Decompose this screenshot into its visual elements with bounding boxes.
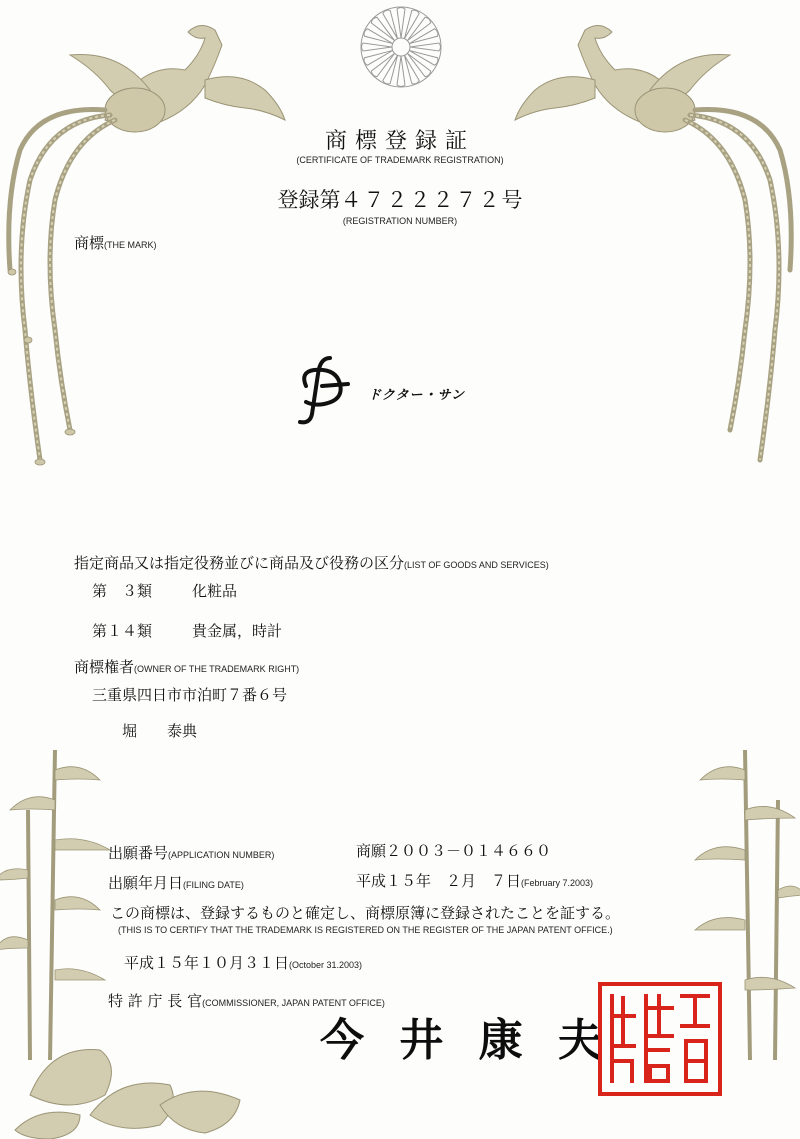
issue-date: 平成１５年１０月３１日 [124,954,290,972]
filing-date-en: (February 7.2003) [521,878,594,888]
goods-class-number: 第 ３類 [92,582,153,600]
application-label-en: (APPLICATION NUMBER) [168,850,275,860]
phoenix-right-icon [500,10,800,470]
issue-date-en: (October 31.2003) [289,960,363,970]
certificate-title: 商標登録証 [324,129,475,154]
commissioner-label-en: (COMMISSIONER, JAPAN PATENT OFFICE) [202,998,385,1008]
paulownia-leaves-icon [10,1005,260,1139]
certificate-title-en: (CERTIFICATE OF TRADEMARK REGISTRATION) [296,155,504,165]
issue-date-row [124,952,362,973]
commissioner-signature: 今 井 康 夫 [320,1015,612,1066]
owner-label-row [74,656,299,677]
goods-label-en: (LIST OF GOODS AND SERVICES) [404,560,549,570]
trademark-katakana: ドクター・サン [368,388,465,403]
official-seal [598,982,722,1096]
mark-label: 商標 [74,234,105,252]
registration-number-line [0,184,800,214]
goods-label-row [74,552,549,573]
ds-monogram-icon [292,352,362,428]
owner-label-en: (OWNER OF THE TRADEMARK RIGHT) [134,664,300,674]
application-label-row [108,842,274,863]
filing-label: 出願年月日 [108,874,184,892]
seal-glyphs-icon [602,986,718,1092]
filing-label-en: (FILING DATE) [183,880,244,890]
mark-label-en: (THE MARK) [104,240,157,250]
registration-number-en: (REGISTRATION NUMBER) [342,216,458,226]
certification-text: この商標は、登録するものと確定し、商標原簿に登録されたことを証する。 [110,904,621,922]
filing-label-row [108,872,244,893]
goods-class-items: 化粧品 [192,582,238,600]
goods-label: 指定商品又は指定役務並びに商品及び役務の区分 [74,554,405,572]
registration-suffix: 号 [501,188,523,212]
registration-number: ４７２２２７２ [340,188,502,212]
owner-name: 堀 泰典 [122,722,198,740]
application-number: 商願２００３－０１４６６０ [356,842,552,860]
mark-label-row [74,232,157,253]
goods-class-items: 貴金属，時計 [192,622,283,640]
application-label: 出願番号 [108,844,169,862]
goods-class-row [92,580,237,601]
filing-date: 平成１５年 ２月 ７日 [356,872,522,890]
filing-date-row [356,870,593,891]
certification-text-en: (THIS IS TO CERTIFY THAT THE TRADEMARK IS REGISTERED ON THE REGISTER OF THE JAPAN PATENT OFFICE.) [118,925,613,935]
trademark-logo [292,352,532,432]
owner-label: 商標権者 [74,658,135,676]
chrysanthemum-crest-icon [358,4,444,90]
registration-prefix: 登録第 [277,188,341,212]
owner-address: 三重県四日市市泊町７番６号 [92,686,288,704]
goods-class-row [92,620,282,641]
goods-class-number: 第１４類 [92,622,153,640]
commissioner-label: 特 許 庁 長 官 [108,992,203,1010]
